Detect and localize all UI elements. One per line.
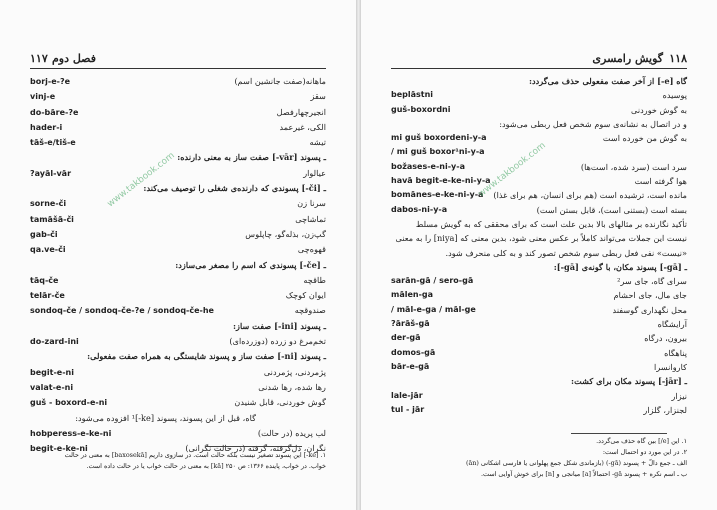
persian-gloss: طاقچه xyxy=(303,274,326,285)
transliteration: der-gā xyxy=(391,333,421,343)
entry-line xyxy=(391,389,687,403)
entry-line xyxy=(30,426,326,441)
section-heading: ـ پسوند [ni-] صفت ساز و پسوند شایستگی به همراه صفت مفعولی: xyxy=(87,351,326,362)
entry-line xyxy=(30,135,326,150)
persian-gloss: به گوش من خورده است xyxy=(602,133,687,144)
watermark: www.takbook.com xyxy=(476,140,548,200)
persian-gloss: رها شده، رها شدنی xyxy=(258,381,326,392)
watermark: www.takbook.com xyxy=(105,150,177,210)
transliteration: bār-e-gā xyxy=(391,361,430,371)
entry-line xyxy=(391,174,687,188)
entry-line xyxy=(30,303,326,318)
transliteration: sondoq-če / sondoq-če-?e / sondoq-če-he xyxy=(30,306,214,316)
transliteration: lale-jār xyxy=(391,390,423,400)
entry-line xyxy=(30,166,326,181)
persian-gloss: مانده است، ترشیده است (هم برای انسان، هم برای غذا) xyxy=(493,190,687,201)
persian-gloss: بیرون، درگاه xyxy=(644,333,687,344)
transliteration: sarān-gā / sero-gā xyxy=(391,276,474,286)
entry-line xyxy=(30,258,326,273)
header-rule xyxy=(391,68,687,69)
entry-line xyxy=(391,317,687,331)
transliteration: mi guš boxordeni-y-a xyxy=(391,133,487,143)
entry-line xyxy=(30,89,326,104)
entry-line xyxy=(391,188,687,202)
transliteration: / māl-e-ga / māl-ge xyxy=(391,304,476,314)
entry-line xyxy=(391,203,687,217)
persian-gloss: به گوش خوردنی xyxy=(631,104,687,115)
entry-line xyxy=(391,246,687,260)
entry-line xyxy=(30,395,326,410)
entry-line xyxy=(30,150,326,165)
entry-line xyxy=(391,331,687,345)
entries-list xyxy=(30,74,326,456)
persian-gloss: عیالوار xyxy=(303,167,326,178)
left-page xyxy=(0,0,356,510)
page-number: ۱۱۸ xyxy=(669,52,687,65)
footnote: ۲. در این مورد دو احتمال است: xyxy=(602,448,687,456)
transliteration: vinj-e xyxy=(30,92,56,102)
footnote-rule xyxy=(571,433,667,434)
persian-gloss: پناهگاه xyxy=(664,347,687,358)
persian-gloss: ماهانه(صفت جانشین اسم) xyxy=(234,76,326,86)
persian-gloss: ایوان کوچک xyxy=(285,290,326,301)
entry-line xyxy=(391,303,687,317)
persian-gloss: هوا گرفته است xyxy=(634,176,687,187)
persian-gloss: پوسیده xyxy=(662,90,687,101)
transliteration: ?ārāš-gā xyxy=(391,319,430,329)
transliteration: hobperess-e-ke-ni xyxy=(30,428,112,438)
transliteration: beplāstni xyxy=(391,90,434,100)
transliteration: do-zard-ini xyxy=(30,337,79,347)
entry-line xyxy=(391,88,687,102)
transliteration: mālen-ga xyxy=(391,290,434,300)
transliteration: dabos-ni-y-a xyxy=(391,204,448,214)
transliteration: ?ayāl-vār xyxy=(30,168,72,178)
persian-gloss: پژمردنی، پژمردنی xyxy=(263,366,326,377)
persian-gloss: سرای گاه، جای سر² xyxy=(617,276,687,287)
entry-line xyxy=(391,117,687,131)
transliteration: begit-e-ni xyxy=(30,367,74,377)
transliteration: guš-boxordni xyxy=(391,104,451,114)
persian-gloss: سرد است (سرد شده، است‌ها) xyxy=(580,161,687,172)
entry-line xyxy=(391,346,687,360)
persian-gloss: گاه، قبل از این پسوند، پسوند [ke-]¹ افزوده می‌شود: xyxy=(75,412,256,423)
entry-line xyxy=(391,231,687,245)
entries-list xyxy=(391,74,687,417)
persian-gloss: نیست این جملات می‌تواند کاملاً بر عکس معنی شود، بدین معنی که [niya] را به معنی xyxy=(395,233,687,244)
entry-line xyxy=(391,360,687,374)
footnotes xyxy=(30,450,326,472)
transliteration: havā begit-e-ke-ni-y-a xyxy=(391,176,491,186)
persian-gloss: آرایشگاه xyxy=(657,319,687,330)
entry-line xyxy=(391,288,687,302)
section-heading: ـ [če-] پسوندی که اسم را مصغر می‌سازد: xyxy=(175,259,326,270)
transliteration: begit-e-ke-ni xyxy=(30,444,88,454)
section-heading: ـ پسوند [vār-] صفت ساز به معنی دارنده: xyxy=(177,152,326,163)
entry-line xyxy=(391,103,687,117)
entry-line xyxy=(30,411,326,426)
footnote: ب ـ اسم نکره + پسوند gā- احتمالاً [a] میانجی و [n] برای خوش آوایی است. xyxy=(480,470,687,478)
entry-line xyxy=(391,217,687,231)
entry-line xyxy=(30,196,326,211)
footnote: الف ـ جمع دالّ + پسوند (gā-) (بازماندی شکل جمع پهلوانی یا فارسی اشکانی (ān) xyxy=(465,459,687,467)
transliteration: / mi guš boxor¹ni-y-a xyxy=(391,147,485,157)
transliteration: guš - boxord-e-ni xyxy=(30,398,108,408)
entry-line xyxy=(30,227,326,242)
entry-line xyxy=(30,273,326,288)
entry-line xyxy=(391,403,687,417)
persian-gloss: الکی، غیرعمد xyxy=(279,121,326,132)
entry-line xyxy=(30,105,326,120)
footnote: ۱. این [e/] بین گاه حذف می‌گردد. xyxy=(596,437,687,445)
entry-line xyxy=(391,374,687,388)
persian-gloss: قهوه‌چی xyxy=(297,244,326,255)
chapter-title: فصل دوم xyxy=(52,52,96,65)
book-title: گویش رامسری xyxy=(592,52,663,65)
section-heading: ـ پسوند [ini-] صفت ساز: xyxy=(233,320,326,331)
entry-line xyxy=(391,74,687,88)
persian-gloss: تیشه xyxy=(309,137,326,148)
entry-line xyxy=(30,319,326,334)
persian-gloss: تماشاچی xyxy=(295,213,326,224)
transliteration: hader-i xyxy=(30,122,63,132)
persian-gloss: سرنا زن xyxy=(297,198,326,209)
persian-gloss: لب پریده (در حالت) xyxy=(257,427,326,438)
entry-line xyxy=(30,365,326,380)
transliteration: božases-e-ni-y-a xyxy=(391,161,465,171)
transliteration: tul - jār xyxy=(391,404,425,414)
transliteration: telār-če xyxy=(30,291,65,301)
footnotes xyxy=(391,436,687,480)
entry-line xyxy=(30,74,326,89)
transliteration: tamāšā-či xyxy=(30,214,74,224)
transliteration: sorne-či xyxy=(30,199,67,209)
persian-gloss: جای مال، جای احشام xyxy=(613,290,687,301)
persian-gloss: انجیرچهارفصل xyxy=(276,106,326,117)
section-heading: گاه [e-] از آخر صفت مفعولی حذف می‌گردد: xyxy=(528,76,687,86)
entry-line xyxy=(30,120,326,135)
entry-line xyxy=(30,380,326,395)
transliteration: gab-či xyxy=(30,229,58,239)
entry-line xyxy=(30,288,326,303)
header-rule xyxy=(30,68,326,69)
section-heading: ـ [či-] پسوندی که دارنده‌ی شغلی را توصیف می‌کند: xyxy=(143,183,326,194)
persian-gloss: گپ‌زن، بذله‌گو، چاپلوس xyxy=(245,228,326,239)
entry-line xyxy=(30,181,326,196)
entry-line xyxy=(391,160,687,174)
section-heading: ـ [gā-] پسوند مکان، با گونه‌ی [gā-]: xyxy=(553,261,687,272)
transliteration: valat-e-ni xyxy=(30,382,74,392)
persian-gloss: گوش خوردنی، قابل شنیدن xyxy=(234,397,326,408)
transliteration: qa.ve-či xyxy=(30,245,66,255)
entry-line xyxy=(30,349,326,364)
persian-gloss: کاروانسرا xyxy=(654,361,687,372)
transliteration: do-bāre-?e xyxy=(30,107,79,117)
persian-gloss: محل نگهداری گوسفند xyxy=(612,304,687,315)
entry-line xyxy=(30,334,326,349)
persian-gloss: و در اتصال به نشانه‌ی سوم شخص فعل ربطی می‌شود: xyxy=(499,118,687,129)
persian-gloss: نگران، دل‌گرفته، گرفته (در حالت نگرانی) xyxy=(185,443,326,454)
footnote: خواب. در خواب، پاینده ۱۳۶۶: ص ۲۵۰ [kā] به معنی در حالت خواب یا در حالت داده است. xyxy=(86,462,326,470)
persian-gloss: لجنزار، گلزار xyxy=(643,404,687,415)
transliteration: bomānes-e-ke-ni-y-a xyxy=(391,190,484,200)
persian-gloss: صندوقچه xyxy=(294,305,326,316)
entry-line xyxy=(391,274,687,288)
entry-line xyxy=(30,242,326,257)
section-heading: ـ [jār-] پسوند مکان برای کشت: xyxy=(571,376,687,387)
right-page xyxy=(361,0,717,510)
persian-gloss: تأکید نگارنده بر مثالهای بالا بدین علت است که برای محققی که به گویش مسلط xyxy=(415,218,687,229)
persian-gloss: تخم‌مرغ دو زرده (دوزرده‌ای) xyxy=(229,336,326,347)
transliteration: domos-gā xyxy=(391,347,436,357)
transliteration: tāš-e/tiš-e xyxy=(30,138,76,148)
footnote-rule xyxy=(206,446,302,447)
page-number: ۱۱۷ xyxy=(30,52,48,65)
entry-line xyxy=(30,212,326,227)
transliteration: borj-e-?e xyxy=(30,77,71,86)
page-header xyxy=(391,52,687,68)
footnote: ۱. [ke-] این پسوند تصغیر نیست بلکه حالت است. در سازوی داریم [baxosekā] به معنی در حالت xyxy=(64,451,326,459)
persian-gloss: «نیست» نفی فعل ربطی سوم شخص تصور کند و به کلی منحرف شود. xyxy=(445,247,687,258)
page-header xyxy=(30,52,326,68)
persian-gloss: سقز xyxy=(310,91,326,102)
transliteration: tāq-če xyxy=(30,275,59,285)
entry-line xyxy=(391,260,687,274)
persian-gloss: نیزار xyxy=(671,390,687,401)
persian-gloss: بسته است (بستنی است)، قابل بستن است) xyxy=(536,204,687,215)
